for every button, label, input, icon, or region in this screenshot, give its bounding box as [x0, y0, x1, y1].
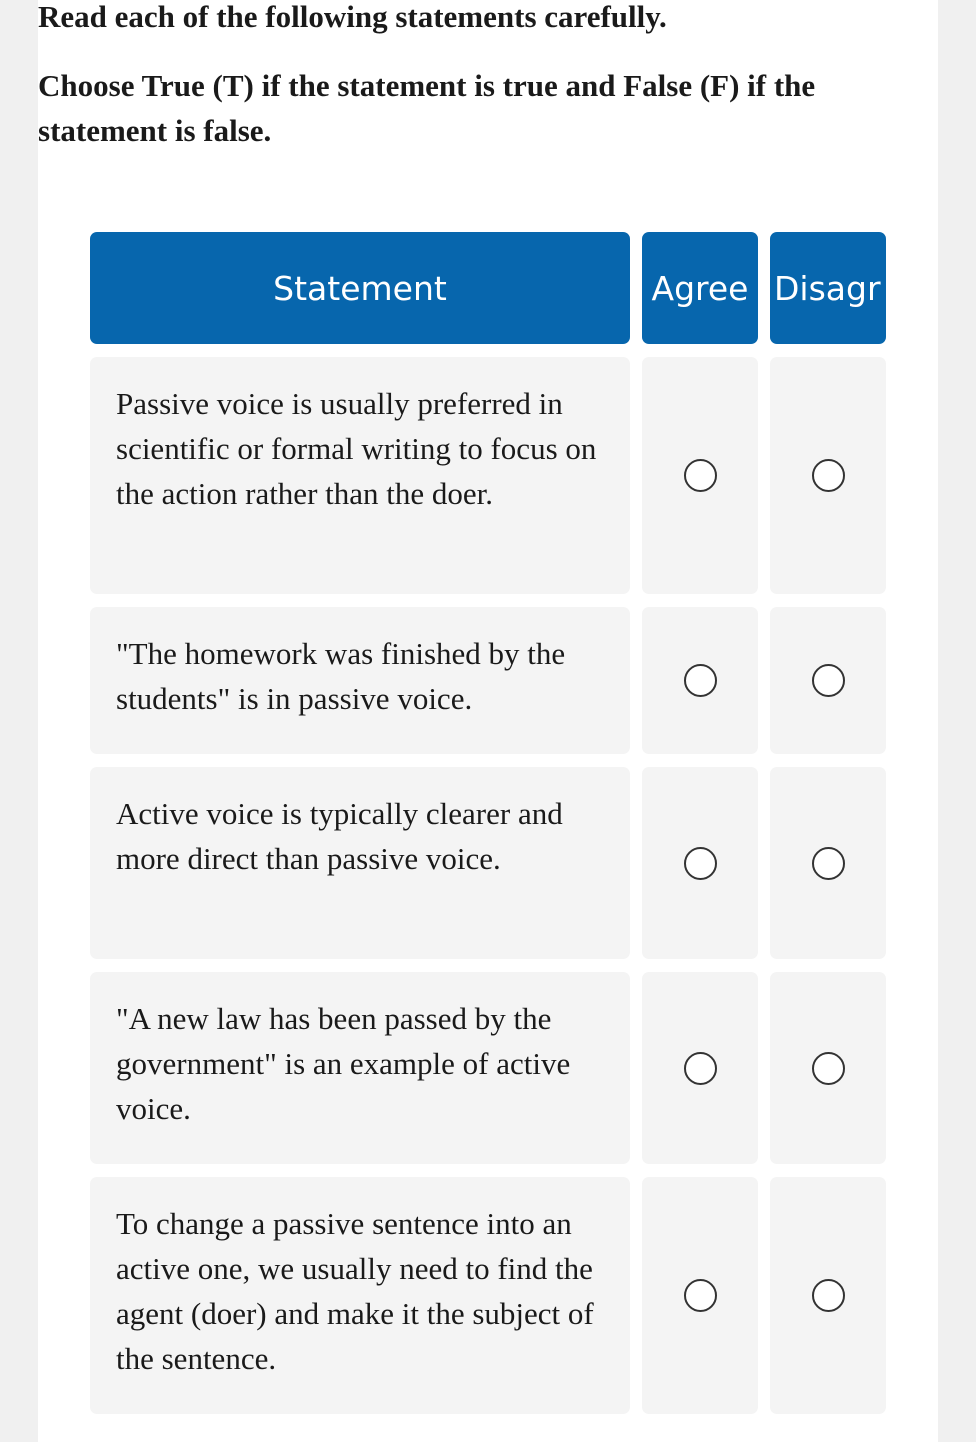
disagree-radio-row-3[interactable]: [812, 847, 845, 880]
statement-text: To change a passive sentence into an active one, we usually need to find the agent (doer) and make it the subject of the sentence.: [116, 1206, 594, 1376]
statement-text: "A new law has been passed by the government" is an example of active voice.: [116, 1001, 571, 1126]
header-statement: Statement: [90, 232, 630, 344]
disagree-cell-row-1: [770, 357, 886, 594]
agree-radio-row-4[interactable]: [684, 1052, 717, 1085]
statement-row-5: [90, 1177, 630, 1414]
disagree-cell-row-3: [770, 767, 886, 959]
agree-radio-row-1[interactable]: [684, 459, 717, 492]
agree-cell-row-3: [642, 767, 758, 959]
disagree-radio-row-5[interactable]: [812, 1279, 845, 1312]
statement-text: Passive voice is usually preferred in scientific or formal writing to focus on the action rather than the doer.: [116, 386, 597, 511]
disagree-cell-row-5: [770, 1177, 886, 1414]
agree-cell-row-5: [642, 1177, 758, 1414]
instruction-line-2: Choose True (T) if the statement is true and False (F) if the statement is false.: [38, 68, 816, 148]
statement-row-3: [90, 767, 630, 959]
agree-cell-row-4: [642, 972, 758, 1164]
agree-radio-row-3[interactable]: [684, 847, 717, 880]
statement-text: Active voice is typically clearer and more direct than passive voice.: [116, 796, 563, 876]
statement-row-4: [90, 972, 630, 1164]
disagree-cell-row-4: [770, 972, 886, 1164]
statement-row-1: [90, 357, 630, 594]
disagree-radio-row-2[interactable]: [812, 664, 845, 697]
header-disagree: Disagr: [770, 232, 886, 344]
disagree-cell-row-2: [770, 607, 886, 754]
agree-radio-row-2[interactable]: [684, 664, 717, 697]
instruction-line-1: Read each of the following statements carefully.: [38, 0, 667, 34]
disagree-radio-row-4[interactable]: [812, 1052, 845, 1085]
agree-cell-row-2: [642, 607, 758, 754]
statement-text: "The homework was finished by the students" is in passive voice.: [116, 636, 566, 716]
agree-radio-row-5[interactable]: [684, 1279, 717, 1312]
disagree-radio-row-1[interactable]: [812, 459, 845, 492]
header-agree: Agree: [642, 232, 758, 344]
agree-cell-row-1: [642, 357, 758, 594]
statement-row-2: [90, 607, 630, 754]
